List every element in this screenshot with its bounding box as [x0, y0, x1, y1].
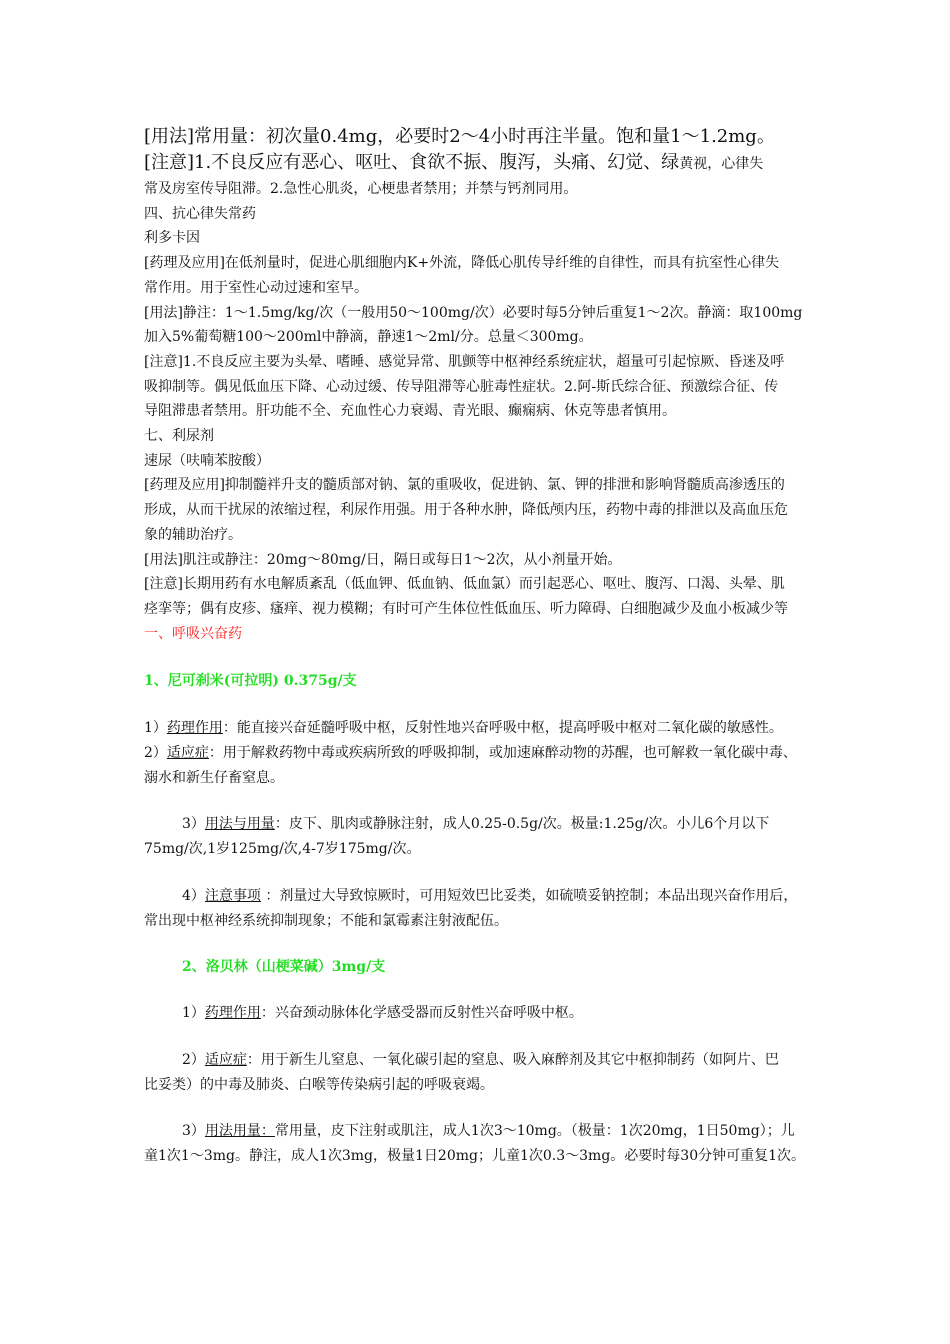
drug2-item-2: [144, 1048, 812, 1073]
lidocaine-pharm-1: [药理及应用]在低剂量时，促进心肌细胞内K+外流，降低心肌传导纤维的自律性，而具有抗室性心律失: [144, 255, 780, 272]
drug1-title: 1、尼可刹米(可拉明) 0.375g/支: [144, 673, 357, 690]
item-number: 3）: [182, 1123, 205, 1140]
item-number: 3）: [182, 816, 205, 833]
drug1-item-4: [144, 884, 812, 909]
digoxin-note-continued: 常及房室传导阻滞。2.急性心肌炎，心梗患者禁用；并禁与钙剂同用。: [144, 181, 578, 197]
item-number: 2）: [182, 1051, 205, 1068]
item-number: 1）: [144, 720, 167, 737]
item-label: 药理作用: [166, 720, 223, 737]
item-number: 2）: [144, 745, 167, 762]
item-text: ：能直接兴奋延髓呼吸中枢，反射性地兴奋呼吸中枢，提高呼吸中枢对二氧化碳的敏感性。: [222, 720, 783, 737]
drug1-item-2: [144, 741, 812, 766]
item-number: 4）: [182, 887, 205, 904]
item-text: ：用于新生儿窒息、一氧化碳引起的窒息、吸入麻醉剂及其它中枢抑制药（如阿片、巴: [246, 1051, 779, 1068]
digoxin-note-line: [144, 150, 812, 177]
drug2-title: 2、洛贝林（山梗菜碱）3mg/支: [182, 959, 386, 976]
lidocaine-usage-1: [用法]静注：1～1.5mg/kg/次（一般用50～100mg/次）必要时每5分钟后重复1～2次。静滴：取100mg: [144, 304, 803, 321]
digoxin-note-small: 黄视，心律失: [679, 156, 764, 172]
digoxin-usage-line: [用法]常用量：初次量0.4mg，必要时2～4小时再注半量。饱和量1～1.2mg。: [144, 126, 775, 147]
document-page: [144, 124, 812, 1169]
furosemide-usage: [用法]肌注或静注：20mg～80mg/日，隔日或每日1～2次，从小剂量开始。: [144, 551, 622, 568]
item-label: 注意事项: [204, 887, 261, 904]
lidocaine-note-1: [注意]1.不良反应主要为头晕、嗜睡、感觉异常、肌颤等中枢神经系统症状，超量可引起惊厥、昏迷及呼: [144, 353, 785, 370]
item-text: ：兴奋颈动脉体化学感受器而反射性兴奋呼吸中枢。: [260, 1005, 583, 1022]
digoxin-note-main: [注意]1.不良反应有恶心、呕吐、食欲不振、腹泻，头痛、幻觉、绿: [144, 152, 680, 173]
item-text: ：用于解救药物中毒或疾病所致的呼吸抑制，或加速麻醉动物的苏醒，也可解救一氧化碳中毒、: [208, 745, 797, 762]
furosemide-pharm-2: 形成，从而干扰尿的浓缩过程，利尿作用强。用于各种水肿，降低颅内压，药物中毒的排泄以及高血压危: [144, 502, 788, 519]
section-heading-diuretic: 七、利尿剂: [144, 428, 214, 445]
furosemide-pharm-1: [药理及应用]抑制髓袢升支的髓质部对钠、氯的重吸收，促进钠、氯、钾的排泄和影响肾髓质高渗透压的: [144, 477, 785, 494]
section-heading-respiratory: 一、呼吸兴奋药: [144, 625, 242, 642]
drug-name-lidocaine: 利多卡因: [144, 230, 200, 247]
item-text: 常用量，皮下注射或肌注，成人1次3～10mg。（极量：1次20mg，1日50mg）；儿: [274, 1123, 795, 1140]
drug1-item-3-cont: 75mg/次,1岁125mg/次,4-7岁175mg/次。: [144, 841, 421, 858]
drug1-item-3: [144, 812, 812, 837]
item-label: 药理作用: [204, 1005, 261, 1022]
drug2-item-1: [144, 1001, 812, 1026]
furosemide-note-2: 痉挛等；偶有皮疹、瘙痒、视力模糊；有时可产生体位性低血压、听力障碍、白细胞减少及血小板减少等: [144, 600, 788, 617]
item-text: ：剂量过大导致惊厥时，可用短效巴比妥类，如硫喷妥钠控制；本品出现兴奋作用后，: [260, 887, 798, 904]
item-label: 适应症: [166, 745, 209, 762]
furosemide-pharm-3: 象的辅助治疗。: [144, 526, 242, 543]
lidocaine-note-2: 吸抑制等。偶见低血压下降、心动过缓、传导阻滞等心脏毒性症状。2.阿-斯氏综合征、预激综合征、传: [144, 378, 779, 395]
lidocaine-usage-2: 加入5%葡萄糖100～200ml中静滴，静速1～2ml/分。总量＜300mg。: [144, 329, 593, 346]
drug1-item-4-cont: 常出现中枢神经系统抑制现象；不能和氯霉素注射液配伍。: [144, 912, 508, 929]
furosemide-note-1: [注意]长期用药有水电解质紊乱（低血钾、低血钠、低血氯）而引起恶心、呕吐、腹泻、口渴、头晕、肌: [144, 576, 785, 593]
drug1-item-1: [144, 716, 812, 741]
drug-name-furosemide: 速尿（呋喃苯胺酸）: [144, 452, 270, 469]
drug2-item-2-cont: 比妥类）的中毒及肺炎、白喉等传染病引起的呼吸衰竭。: [144, 1076, 494, 1093]
item-label: 用法用量：: [204, 1123, 275, 1140]
lidocaine-note-3: 导阻滞患者禁用。肝功能不全、充血性心力衰竭、青光眼、癫痫病、休克等患者慎用。: [144, 403, 676, 420]
drug2-item-3-cont: 童1次1～3mg。静注，成人1次3mg，极量1日20mg；儿童1次0.3～3mg。必要时每30分钟可重复1次。: [144, 1148, 806, 1165]
item-number: 1）: [182, 1005, 205, 1022]
item-text: ：皮下、肌肉或静脉注射，成人0.25-0.5g/次。极量:1.25g/次。小儿6个月以下: [274, 816, 770, 833]
section-heading-antiarrhythmic: 四、抗心律失常药: [144, 205, 256, 222]
item-label: 适应症: [204, 1051, 247, 1068]
drug2-item-3: [144, 1119, 812, 1144]
drug1-item-2-cont: 溺水和新生仔畜窒息。: [144, 769, 284, 786]
lidocaine-pharm-2: 常作用。用于室性心动过速和室早。: [144, 279, 368, 296]
item-label: 用法与用量: [204, 816, 275, 833]
